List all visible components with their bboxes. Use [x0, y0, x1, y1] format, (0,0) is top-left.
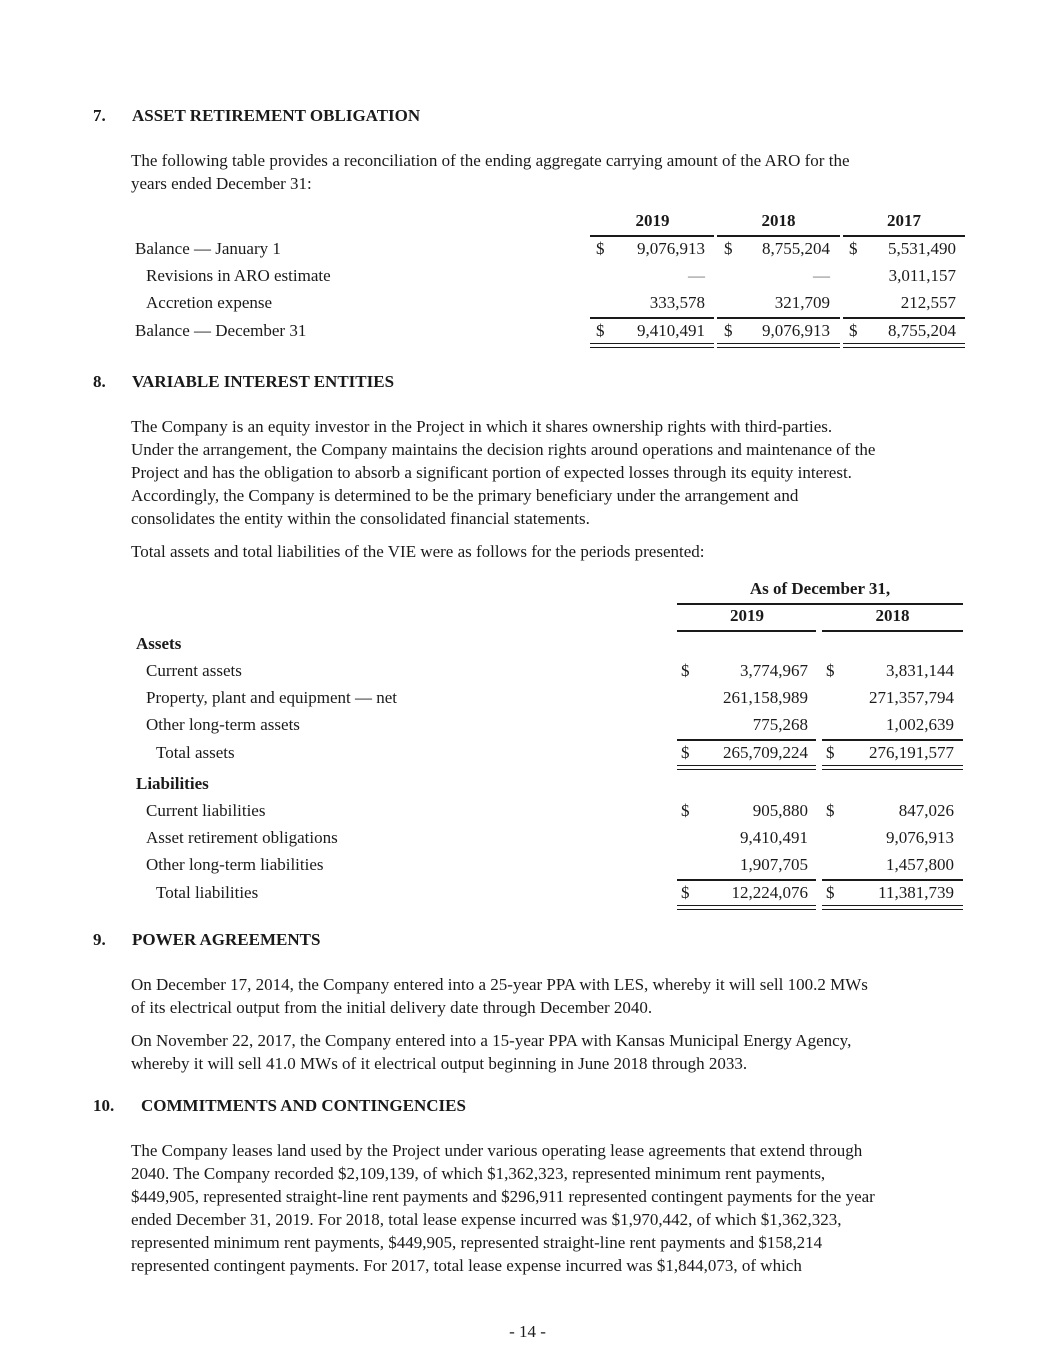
row-label: Balance — January 1 — [135, 239, 281, 258]
section-9-number: 9. — [93, 930, 106, 949]
value-2018: 9,076,913 — [886, 828, 954, 847]
value-2018: 9,076,913 — [762, 321, 830, 340]
liabilities-heading: Liabilities — [136, 774, 209, 793]
value-2019: 905,880 — [752, 801, 808, 820]
liabilities-total-double-rule — [822, 905, 963, 910]
row-label: Current assets — [146, 661, 242, 680]
row-label: Accretion expense — [146, 293, 273, 312]
row-label: Total liabilities — [156, 883, 259, 902]
row-label: Other long-term liabilities — [146, 855, 324, 874]
row-label: Revisions in ARO estimate — [146, 266, 331, 285]
value-2019: 265,709,224 — [723, 743, 808, 762]
aro-col-2017: 2017 — [887, 211, 921, 230]
vie-group-rule — [677, 603, 963, 605]
value-2018: 276,191,577 — [869, 743, 954, 762]
value-2019: 3,774,967 — [740, 661, 808, 680]
row-label: Property, plant and equipment — net — [146, 688, 398, 707]
power-paragraph-1 — [131, 973, 971, 1019]
assets-total-double-rule — [822, 765, 963, 770]
commitments-paragraph-line: represented minimum rent payments, $449,905, represented straight-line rent payments and $158,214 — [131, 1233, 823, 1252]
row-label: Current liabilities — [146, 801, 266, 820]
assets-subtotal-rule — [822, 739, 963, 741]
aro-header-rule — [590, 235, 714, 237]
aro-intro — [131, 149, 971, 195]
value-2018: 3,831,144 — [886, 661, 954, 680]
commitments-paragraph-line: ended December 31, 2019. For 2018, total lease expense incurred was $1,970,442, of which $1,362,323, — [131, 1210, 842, 1229]
assets-heading: Assets — [136, 634, 182, 653]
commitments-paragraph-line: represented contingent payments. For 2017, total lease expense incurred was $1,844,073, of which — [131, 1256, 802, 1275]
vie-paragraph-line: The Company is an equity investor in the Project in which it shares ownership rights with third-parties. — [131, 417, 833, 436]
commitments-paragraph-line: $449,905, represented straight-line rent payments and $296,911 represented contingent payments for the year — [131, 1187, 875, 1206]
currency-symbol: $ — [849, 239, 858, 258]
currency-symbol: $ — [681, 801, 690, 820]
value-2018: — — [813, 266, 830, 285]
aro-total-double-rule — [590, 343, 714, 348]
power-paragraph-line: whereby it will sell 41.0 MWs of it electrical output beginning in June 2018 through 2033. — [131, 1054, 748, 1073]
currency-symbol: $ — [681, 883, 690, 902]
vie-paragraph-line: consolidates the entity within the consolidated financial statements. — [131, 509, 590, 528]
vie-paragraph-line: Accordingly, the Company is determined to be the primary beneficiary under the arrangement and — [131, 486, 799, 505]
aro-col-2018: 2018 — [761, 211, 796, 230]
value-2018: 1,457,800 — [886, 855, 954, 874]
page-number: - 14 - — [509, 1322, 546, 1341]
commitments-paragraph-line: 2040. The Company recorded $2,109,139, of which $1,362,323, represented minimum rent payments, — [131, 1164, 826, 1183]
vie-header-rule — [677, 630, 816, 632]
liabilities-subtotal-rule — [677, 879, 816, 881]
power-paragraph-2 — [131, 1029, 971, 1075]
power-paragraph-line: On November 22, 2017, the Company entered into a 15-year PPA with Kansas Municipal Energy Agency, — [131, 1031, 852, 1050]
value-2017: 5,531,490 — [888, 239, 956, 258]
value-2019: 333,578 — [649, 293, 705, 312]
row-label: Balance — December 31 — [135, 321, 307, 340]
commitments-paragraph-line: The Company leases land used by the Project under various operating lease agreements that extend through — [131, 1141, 863, 1160]
assets-total-double-rule — [677, 765, 816, 770]
liabilities-subtotal-rule — [822, 879, 963, 881]
currency-symbol: $ — [724, 321, 733, 340]
currency-symbol: $ — [849, 321, 858, 340]
value-2017: 212,557 — [900, 293, 956, 312]
value-2018: 1,002,639 — [886, 715, 954, 734]
value-2018: 321,709 — [774, 293, 830, 312]
power-paragraph-line: On December 17, 2014, the Company entered into a 25-year PPA with LES, whereby it will sell 100.2 MWs — [131, 975, 868, 994]
value-2018: 11,381,739 — [878, 883, 954, 902]
currency-symbol: $ — [826, 883, 835, 902]
aro-header-rule — [843, 235, 965, 237]
value-2017: 8,755,204 — [888, 321, 956, 340]
section-7-title: ASSET RETIREMENT OBLIGATION — [132, 106, 421, 125]
value-2019: 12,224,076 — [731, 883, 808, 902]
section-10-number: 10. — [93, 1096, 115, 1115]
assets-subtotal-rule — [677, 739, 816, 741]
aro-col-2019: 2019 — [635, 211, 670, 230]
currency-symbol: $ — [724, 239, 733, 258]
currency-symbol: $ — [681, 661, 690, 680]
value-2019: 261,158,989 — [723, 688, 808, 707]
aro-total-double-rule — [843, 343, 965, 348]
section-9-title: POWER AGREEMENTS — [132, 930, 321, 949]
section-10-title: COMMITMENTS AND CONTINGENCIES — [141, 1096, 466, 1115]
currency-symbol: $ — [596, 239, 605, 258]
vie-paragraph — [131, 415, 971, 530]
value-2019: 1,907,705 — [740, 855, 808, 874]
section-8-number: 8. — [93, 372, 106, 391]
aro-intro-line: The following table provides a reconciliation of the ending aggregate carrying amount of the ARO for the — [131, 151, 850, 170]
aro-intro-line: years ended December 31: — [131, 174, 312, 193]
aro-subtotal-rule — [717, 317, 840, 319]
aro-subtotal-rule — [590, 317, 714, 319]
value-2018: 847,026 — [898, 801, 954, 820]
value-2019: — — [688, 266, 705, 285]
currency-symbol: $ — [826, 743, 835, 762]
vie-col-2018: 2018 — [875, 606, 910, 625]
row-label: Asset retirement obligations — [146, 828, 338, 847]
vie-paragraph-line: Under the arrangement, the Company maintains the decision rights around operations and maintenance of the — [131, 440, 876, 459]
vie-header-rule — [822, 630, 963, 632]
vie-group-header: As of December 31, — [749, 579, 891, 598]
value-2019: 9,410,491 — [637, 321, 705, 340]
aro-subtotal-rule — [843, 317, 965, 319]
value-2018: 8,755,204 — [762, 239, 830, 258]
row-label: Total assets — [156, 743, 235, 762]
power-paragraph-line: of its electrical output from the initial delivery date through December 2040. — [131, 998, 653, 1017]
row-label: Other long-term assets — [146, 715, 300, 734]
vie-table-intro: Total assets and total liabilities of the VIE were as follows for the periods presented: — [131, 542, 705, 561]
liabilities-total-double-rule — [677, 905, 816, 910]
currency-symbol: $ — [596, 321, 605, 340]
commitments-paragraph — [131, 1139, 971, 1277]
vie-col-2019: 2019 — [730, 606, 764, 625]
currency-symbol: $ — [826, 661, 835, 680]
value-2019: 9,410,491 — [740, 828, 808, 847]
currency-symbol: $ — [681, 743, 690, 762]
value-2019: 9,076,913 — [637, 239, 705, 258]
currency-symbol: $ — [826, 801, 835, 820]
section-8-title: VARIABLE INTEREST ENTITIES — [132, 372, 395, 391]
aro-header-rule — [717, 235, 840, 237]
value-2019: 775,268 — [752, 715, 808, 734]
vie-paragraph-line: Project and has the obligation to absorb a significant portion of expected losses through its equity interest. — [131, 463, 852, 482]
section-7-number: 7. — [93, 106, 106, 125]
value-2018: 271,357,794 — [869, 688, 954, 707]
value-2017: 3,011,157 — [888, 266, 956, 285]
aro-total-double-rule — [717, 343, 840, 348]
